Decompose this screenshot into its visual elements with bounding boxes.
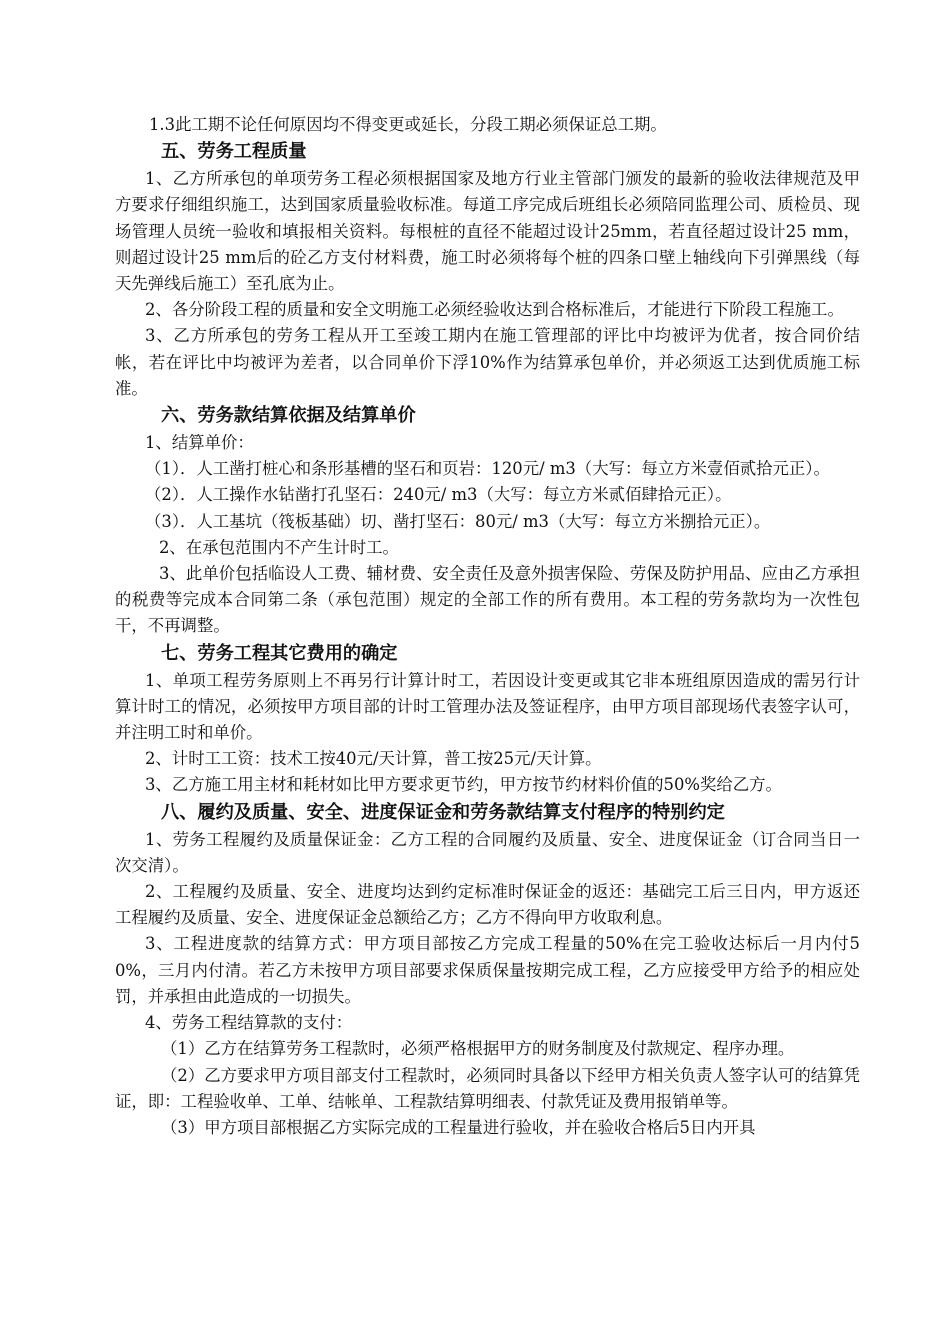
section-7-heading: 七、劳务工程其它费用的确定 xyxy=(161,642,398,664)
s7-para-1: 1、单项工程劳务原则上不再另行计算计时工，若因设计变更或其它非本班组原因造成的需另行计算计时工的情况，必须按甲方项目部的计时工管理办法及签证程序，由甲方项目部现场代表签字认可，并注明工时和单价。 xyxy=(115,670,860,743)
s5-para-3: 3、乙方所承包的劳务工程从开工至竣工期内在施工管理部的评比中均被评为优者，按合同价结帐，若在评比中均被评为差者，以合同单价下浮10%作为结算承包单价，并必须返工达到优质施工标准。 xyxy=(115,326,860,398)
section-8-heading: 八、履约及质量、安全、进度保证金和劳务款结算支付程序的特别约定 xyxy=(161,801,725,823)
s6-para-2: 2、在承包范围内不产生计时工。 xyxy=(159,537,399,557)
document-page xyxy=(115,112,860,1141)
s8-item-2: （2）乙方要求甲方项目部支付工程款时，必须同时具备以下经甲方相关负责人签字认可的结算凭证，即：工程验收单、工单、结帐单、工程款结算明细表、付款凭证及费用报销单等。 xyxy=(115,1065,860,1111)
s7-para-3: 3、乙方施工用主材和耗材如比甲方要求更节约，甲方按节约材料价值的50%奖给乙方。 xyxy=(145,775,782,795)
s8-para-2: 2、工程履约及质量、安全、进度均达到约定标准时保证金的返还：基础完工后三日内，甲方返还工程履约及质量、安全、进度保证金总额给乙方；乙方不得向甲方收取利息。 xyxy=(115,882,860,928)
s8-para-4: 4、劳务工程结算款的支付： xyxy=(145,1013,353,1033)
s8-para-1: 1、劳务工程履约及质量保证金：乙方工程的合同履约及质量、安全、进度保证金（订合同当日一次交清）。 xyxy=(115,829,860,875)
s6-para-1: 1、结算单价： xyxy=(145,433,254,453)
s5-para-2: 2、各分阶段工程的质量和安全文明施工必须经验收达到合格标准后，才能进行下阶段工程施工。 xyxy=(145,300,844,320)
section-6-heading: 六、劳务款结算依据及结算单价 xyxy=(161,405,416,427)
s6-item-3: （3）．人工基坑（筏板基础）切、凿打坚石：80元/ m3（大写：每立方米捌拾元正）。 xyxy=(145,511,771,531)
s6-para-3: 3、此单价包括临设人工费、辅材费、安全责任及意外损害保险、劳保及防护用品、应由乙方承担的税费等完成本合同第二条（承包范围）规定的全部工作的所有费用。本工程的劳务款均为一次性包干，不再调整。 xyxy=(115,564,860,636)
s5-para-1: 1、乙方所承包的单项劳务工程必须根据国家及地方行业主管部门颁发的最新的验收法律规范及甲方要求仔细组织施工，达到国家质量验收标准。每道工序完成后班组长必须陪同监理公司、质检员、现场管理人员统一验收和填报相关资料。每根桩的直径不能超过设计25mm，若直径超过设计25 mm，则超过设计25 mm后的砼乙方支付材料费，施工时必须将每个桩的四条口壁上轴线向下引弹黑线（每天先弹线后施工）至孔底为止。 xyxy=(115,169,860,294)
s6-item-2: （2）．人工操作水钻凿打孔坚石：240元/ m3（大写：每立方米贰佰肆拾元正）。 xyxy=(145,485,732,505)
s7-para-2: 2、计时工工资：技术工按40元/天计算，普工按25元/天计算。 xyxy=(145,749,602,769)
section-5-heading: 五、劳务工程质量 xyxy=(161,141,307,163)
clause-1-3: 1.3此工期不论任何原因均不得变更或延长，分段工期必须保证总工期。 xyxy=(149,115,667,134)
s8-item-3: （3）甲方项目部根据乙方实际完成的工程量进行验收，并在验收合格后5日内开具 xyxy=(161,1117,756,1137)
s8-item-1: （1）乙方在结算劳务工程款时，必须严格根据甲方的财务制度及付款规定、程序办理。 xyxy=(161,1039,795,1059)
s6-item-1: （1）．人工凿打桩心和条形基槽的坚石和页岩：120元/ m3（大写：每立方米壹佰贰拾元正）。 xyxy=(145,459,830,479)
s8-para-3: 3、工程进度款的结算方式：甲方项目部按乙方完成工程量的50%在完工验收达标后一月内付50%，三月内付清。若乙方未按甲方项目部要求保质保量按期完成工程，乙方应接受甲方给予的相应处罚，并承担由此造成的一切损失。 xyxy=(115,934,860,1006)
